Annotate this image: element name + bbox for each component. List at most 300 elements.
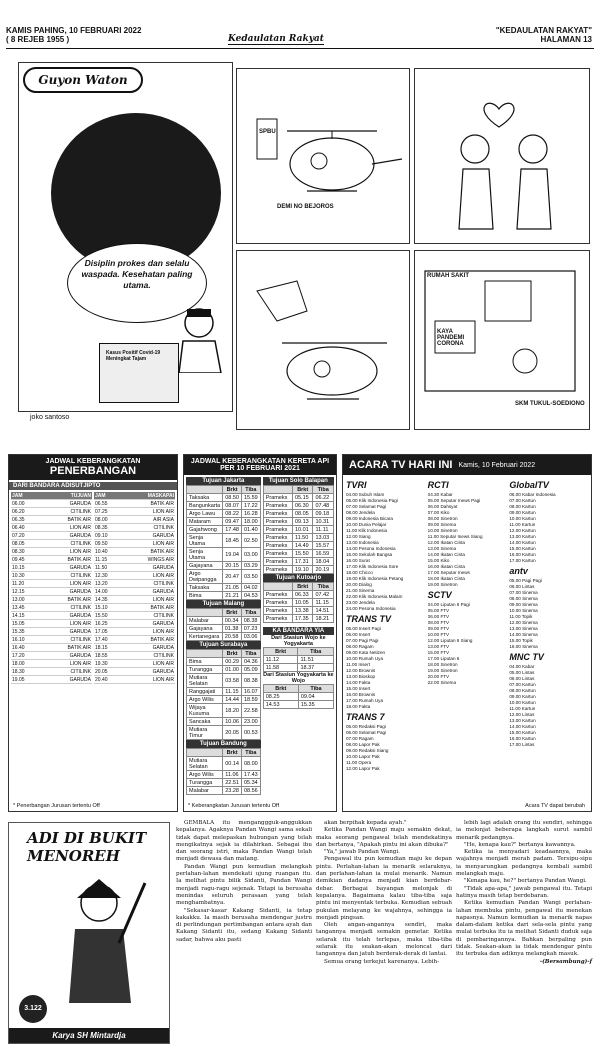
train-row: [187, 688, 261, 696]
flight-time: 08.35: [95, 524, 108, 531]
program-item: 10.00 Sinetron: [427, 528, 458, 533]
flight-schedule: [8, 454, 178, 812]
train-col-header: Brkt: [223, 650, 242, 658]
flight-time: 11.15: [95, 556, 108, 563]
flight-row: [94, 572, 175, 580]
program-item: 08.00 Ragam: [346, 644, 374, 649]
tv-column: [509, 478, 588, 772]
program-item: 18.00 Ikatan Cinta: [427, 576, 465, 581]
flight-row: [94, 668, 175, 676]
train-cell: 04.53: [241, 592, 260, 600]
train-table-jakarta: [186, 485, 261, 600]
train-cell: 11.15: [223, 688, 242, 696]
flight-row: [94, 652, 175, 660]
channel-logo: TRANS TV: [346, 614, 391, 624]
program-item: 19.00 Klik Indonesia Petang: [346, 576, 404, 581]
tv-schedule: [342, 454, 592, 812]
program-item: 12.00 Siang: [346, 534, 371, 539]
train-cell: 14.44: [223, 696, 242, 704]
flight-time: 07.20: [12, 532, 25, 539]
program-item: 12.00 Sinema: [509, 620, 538, 625]
train-header-row: [187, 749, 261, 757]
flight-airline: AIR ASIA: [153, 516, 174, 523]
program-item: 09.00 Kartun: [509, 694, 536, 699]
program-item: 20.00 Dialog: [346, 582, 372, 587]
flight-row: [11, 492, 92, 500]
story-paragraph: lebih lagi adalah orang itu sendiri, sehingga ia melonjat beberapa langkah surut sambil menarik pedangnya.: [456, 820, 592, 841]
train-cell: Ranggajati: [187, 688, 223, 696]
train-cell: 06.30: [292, 502, 313, 510]
train-col-header: Brkt: [263, 685, 298, 693]
program-item: 11.00 Kartun: [509, 706, 536, 711]
program-item: 17.00 Rumah Uya: [346, 698, 384, 703]
flight-airline: LION AIR: [152, 628, 174, 635]
train-cell: 18.21: [313, 615, 334, 623]
flight-row: [11, 556, 92, 564]
flight-airline: GARUDA: [69, 588, 91, 595]
train-cell: Gajahwong: [187, 526, 223, 534]
flight-time: 10.30: [12, 572, 25, 579]
flight-time: JAM: [95, 492, 106, 499]
story-paragraph: Pandan Wangi pun kemudian melangkah perlahan-lahan mendekati ujung ruangan itu. Ia melihat pintu bilik Sidanti, Pandan Wangi menjadi ragu-ragu sejenak. Tetapi ia berusaha menindas seluruh perasaan yang telah menghambatnya.: [176, 863, 312, 907]
flight-row: [94, 532, 175, 540]
flight-time: 17.40: [95, 636, 108, 643]
train-row: [187, 779, 261, 787]
train-cell: 09.13: [292, 518, 313, 526]
flight-row: [11, 564, 92, 572]
train-cell: Senja Utama: [187, 534, 223, 548]
train-cell: 20.47: [223, 570, 242, 584]
train-title-bandung: Tujuan Bandung: [186, 740, 261, 748]
train-cell: 17.35: [292, 615, 313, 623]
program-item: 11.00 Opera: [346, 760, 372, 765]
train-heading-small: JADWAL KEBERANGKATAN KERETA API: [190, 458, 330, 465]
flight-airline: LION AIR: [152, 508, 174, 515]
flight-time: 17.05: [95, 628, 108, 635]
train-cell: Malabar: [187, 787, 223, 795]
program-item: 07.00 Pagi Pagi: [346, 638, 379, 643]
program-item: 05.00 FTV: [427, 608, 450, 613]
flight-airline: LION AIR: [69, 620, 91, 627]
train-table-kutoarjo: [263, 582, 334, 623]
train-row: [263, 599, 333, 607]
train-cell: 19.10: [292, 566, 313, 574]
masthead: Kedaulatan Rakyat: [228, 34, 324, 44]
train-row: [263, 558, 333, 566]
flight-time: 19.30: [95, 660, 108, 667]
story-paragraph: Oleh angan-angannya sendiri, maka tangannya menjadi semakin gemetar. Ketika selarak itu telah terlepas, maka tiba-tiba selarak itu seakan-akan meloncat dari tangannya dan jatuh berderak-derak di lantai.: [316, 922, 452, 958]
program-item: 16.00 Surat: [346, 558, 370, 563]
train-cell: Mataram: [187, 518, 223, 526]
ka-sub1: Dari Stasiun Wojo ke Yogyakarta: [271, 635, 326, 647]
train-cell: 11.11: [313, 526, 334, 534]
train-cell: Kertanegara: [187, 633, 223, 641]
page-info: [496, 26, 592, 44]
train-heading: [184, 455, 336, 475]
tv-note: Acara TV dapat berubah: [525, 803, 585, 809]
flight-airline: CITILINK: [70, 540, 91, 547]
program-item: 07.00 Kartun: [509, 682, 536, 687]
train-row: [263, 615, 333, 623]
channel-logo: TVRI: [346, 480, 367, 490]
program-item: 05.00 Klik Indonesia Pagi: [346, 498, 398, 503]
train-table-malang: [186, 608, 261, 641]
train-title-solo: Tujuan Solo Balapan: [263, 477, 334, 485]
serial-illustration: [8, 822, 170, 1044]
train-cell: Prameks: [263, 518, 292, 526]
flight-time: 15.50: [95, 612, 108, 619]
story-paragraph: Semua orang terkejut karenanya. Lebih-: [324, 958, 439, 965]
comic-panel-heart: [414, 68, 590, 244]
train-row: [263, 518, 333, 526]
train-cell: 11.51: [298, 656, 334, 664]
flight-time: 14.35: [95, 596, 108, 603]
program-item: 07.00 Kiko: [427, 510, 450, 515]
program-item: 10.00 Lapor Pak: [346, 754, 380, 759]
flight-airline: WINGS AIR: [147, 556, 174, 563]
program-item: 14.00 Kartun: [509, 540, 536, 545]
train-cell: Prameks: [263, 558, 292, 566]
program-item: 04.30 Kabar: [427, 492, 453, 497]
train-col-left: [186, 477, 261, 795]
train-cell: 16.07: [241, 688, 260, 696]
train-cell: 08.00: [241, 757, 260, 771]
train-row: [263, 591, 333, 599]
program-item: 05.00 Pagi Pagi: [509, 578, 542, 583]
program-item: 12.00 Ikatan Cinta: [427, 540, 465, 545]
train-cell: 17.43: [241, 771, 260, 779]
train-cell: 20.15: [223, 562, 242, 570]
flight-airline: BATIK AIR: [67, 556, 91, 563]
serial-title: ADI DI BUKIT MENOREH: [27, 829, 147, 865]
flight-airline: CITILINK: [153, 580, 174, 587]
program-item: 14.00 Fakta: [346, 680, 371, 685]
flight-row: [11, 628, 92, 636]
flight-time: 14.15: [12, 612, 25, 619]
train-row: [187, 526, 261, 534]
train-cell: 19.04: [223, 548, 242, 562]
train-cell: 20.05: [223, 726, 242, 740]
flight-column-left: [11, 492, 92, 684]
train-cell: 03.58: [223, 674, 242, 688]
train-cell: Malabar: [187, 617, 223, 625]
flight-airline: GARUDA: [69, 500, 91, 507]
train-cell: 10.06: [223, 718, 242, 726]
program-item: 15.00 Kartun: [509, 730, 536, 735]
train-cell: 22.51: [223, 779, 242, 787]
flight-airline: LION AIR: [69, 660, 91, 667]
flight-row: [94, 524, 175, 532]
story-paragraph: "Sekasar-kasar Kakang Sidanti, ia tetap kakakku. Ia masih berusaha mendengar justru di perlindungan pertimbangan antara ayah dan Kakang Sidanti itu, sedang Kakang Sidanti sadar, bahwa aku pasti: [176, 907, 312, 943]
program-item: 08.00 FTV: [427, 620, 450, 625]
train-row: [187, 666, 261, 674]
train-cell: 00.34: [222, 617, 241, 625]
flight-row: [94, 516, 175, 524]
train-header-row: [187, 486, 261, 494]
train-cell: 04.02: [241, 584, 260, 592]
train-row: [187, 633, 261, 641]
program-item: 12.00 Kartun: [509, 528, 536, 533]
train-col-header: Brkt: [223, 749, 242, 757]
flight-airline: GARUDA: [69, 676, 91, 683]
train-row: [187, 757, 261, 771]
flight-time: 15.35: [12, 628, 25, 635]
train-col-header: Tiba: [241, 609, 260, 617]
train-cell: 18.45: [223, 534, 242, 548]
train-cell: 11.06: [223, 771, 242, 779]
flight-airline: TUJUAN: [70, 492, 91, 499]
flight-airline: CITILINK: [70, 668, 91, 675]
flight-airline: LION AIR: [152, 540, 174, 547]
train-cell: 17.48: [223, 526, 242, 534]
comic-credit: joko santoso: [30, 414, 70, 421]
program-item: 10.00 Dunia Pelajar: [346, 522, 387, 527]
train-row: [187, 502, 261, 510]
flight-airline: MASKAPAI: [147, 492, 174, 499]
program-item: 07.00 Kartun: [509, 498, 536, 503]
train-cell: 18.37: [298, 664, 334, 672]
train-cell: 18.20: [223, 704, 242, 718]
program-item: 06.00 Kabar Indonesia: [509, 492, 556, 497]
flight-time: 18.55: [95, 652, 108, 659]
train-cell: 09.04: [298, 693, 333, 701]
train-row: [263, 510, 333, 518]
train-row: [263, 656, 333, 664]
train-cell: 10.05: [292, 599, 313, 607]
train-cell: Prameks: [263, 615, 292, 623]
train-col-header: [187, 650, 223, 658]
train-col-header: Tiba: [241, 650, 260, 658]
flight-airline: GARUDA: [152, 532, 174, 539]
flight-airline: GARUDA: [152, 644, 174, 651]
program-item: 15.00 Kiko: [427, 558, 450, 563]
flight-time: 13.45: [12, 604, 25, 611]
program-item: 22.00 Sinema: [427, 680, 457, 685]
flight-airline: CITILINK: [70, 604, 91, 611]
program-item: 08.00 Kartun: [509, 504, 536, 509]
program-item: 11.00 Kartun: [509, 522, 536, 527]
comic-panel-helicopter-2: [236, 250, 410, 430]
program-item: 05.00 Insert Pagi: [346, 626, 381, 631]
train-cell: Turangga: [187, 666, 223, 674]
train-cell: 11.12: [263, 656, 298, 664]
flight-airline: GARUDA: [69, 564, 91, 571]
sketch-label-kaya: KAYA PANDEMI CORONA: [437, 329, 465, 347]
speech-bubble: Disiplin prokes dan selalu waspada. Kesehatan paling utama.: [67, 243, 207, 323]
flight-time: 14.00: [95, 588, 108, 595]
program-item: 10.00 Kartun: [509, 516, 536, 521]
story-paragraph: "Kenapa kau, he?" bertanya Pandan Wangi.: [464, 878, 587, 885]
train-cell: 13.03: [313, 534, 334, 542]
train-cell: Prameks: [263, 607, 292, 615]
flight-time: 20.40: [95, 676, 108, 683]
train-cell: Prameks: [263, 591, 292, 599]
channel-logo: GlobalTV: [509, 480, 549, 490]
program-item: 18.00 Sinetron: [427, 662, 458, 667]
train-cell: 03.06: [241, 633, 260, 641]
flight-airline: CITILINK: [70, 508, 91, 515]
story-paragraph: "He, kenapa kau?" bertanya kawannya.: [464, 841, 576, 848]
header-rule: [6, 48, 594, 49]
program-item: 04.00 Kabar: [509, 664, 535, 669]
train-cell: 01.00: [223, 666, 242, 674]
story-paragraph: "Tidak apa-apa," jawab pengawal itu. Tetapi hatinya masih tetap berdebaran.: [456, 885, 592, 899]
train-cell: Prameks: [263, 550, 292, 558]
program-item: 14.00 Sinema: [509, 632, 538, 637]
program-item: 22.00 Klik Indonesia Malam: [346, 594, 403, 599]
train-col-header: Tiba: [241, 749, 260, 757]
flight-time: 11.20: [12, 580, 25, 587]
program-item: 09.00 Indonesia Bicara: [346, 516, 393, 521]
flight-airline: BATIK AIR: [67, 644, 91, 651]
train-table-solo: [263, 485, 334, 574]
tv-heading-title: ACARA TV HARI INI: [349, 459, 453, 471]
train-row: [187, 787, 261, 795]
train-cell: 03.50: [241, 570, 260, 584]
program-item: 11.00 Seputar Inews Siang: [427, 534, 483, 539]
flight-time: 16.10: [12, 636, 25, 643]
flight-time: JAM: [12, 492, 23, 499]
train-cell: Argo Wilis: [187, 696, 223, 704]
program-item: 10.00 Rumah Uya: [346, 656, 384, 661]
flight-airline: GARUDA: [69, 532, 91, 539]
train-col-header: Tiba: [298, 685, 333, 693]
train-cell: 05.09: [241, 666, 260, 674]
train-cell: 03.00: [241, 548, 260, 562]
train-cell: 17.22: [241, 502, 260, 510]
flight-airline: BATIK AIR: [150, 500, 174, 507]
program-item: 17.00 Liputan 6: [427, 656, 460, 661]
comic-panel-hospital: [414, 250, 590, 430]
train-cell: Prameks: [263, 542, 292, 550]
program-item: 10.00 Sinema: [509, 608, 538, 613]
train-cell: 15.59: [241, 494, 260, 502]
flight-airline: BATIK AIR: [67, 516, 91, 523]
flight-row: [11, 652, 92, 660]
flight-time: 06.00: [12, 500, 25, 507]
flight-airline: LION AIR: [152, 596, 174, 603]
flight-heading-big: PENERBANGAN: [49, 465, 137, 477]
flight-time: 06.20: [12, 508, 25, 515]
program-item: 06.00 Lintas: [509, 676, 535, 681]
paper-name: "KEDAULATAN RAKYAT": [495, 26, 592, 35]
program-item: 09.00 Redaksi Siang: [346, 748, 389, 753]
train-cell: 15.50: [292, 550, 313, 558]
flight-airline: GARUDA: [152, 588, 174, 595]
program-item: 11.00 Klik Indonesia: [346, 528, 388, 533]
ka-table-1: [263, 647, 334, 672]
episode-number: 3.122: [19, 995, 47, 1023]
train-row: [263, 534, 333, 542]
sketch-label-skm: SKM TUKUL-SOEDIONO: [515, 401, 585, 407]
program-item: 18.00 Chicco: [346, 570, 373, 575]
program-item: 09.00 Kata Netizen: [346, 650, 386, 655]
helicopter-sketch: [237, 69, 410, 244]
tv-heading: [343, 455, 591, 475]
flight-row: [11, 508, 92, 516]
flight-row: [94, 604, 175, 612]
train-cell: 03.29: [241, 562, 260, 570]
train-cell: 14.49: [292, 542, 313, 550]
train-cell: 02.50: [241, 534, 260, 548]
flight-sub-adisutjipto: DARI BANDARA ADISUTJIPTO: [9, 482, 177, 490]
channel-logo: MNC TV: [509, 652, 544, 662]
train-cell: Prameks: [263, 534, 292, 542]
program-item: 12.00 Liputan 6 Siang: [427, 638, 473, 643]
flight-row: [94, 580, 175, 588]
train-title-malang: Tujuan Malang: [186, 600, 261, 608]
train-row: [187, 562, 261, 570]
train-cell: 04.36: [241, 658, 260, 666]
program-item: 15.00 Kartun: [509, 546, 536, 551]
channel-logo: antv: [509, 566, 528, 576]
flight-time: 18.00: [12, 660, 25, 667]
serial-author: Karya SH Mintardja: [9, 1028, 169, 1043]
train-cell: 05.34: [241, 779, 260, 787]
train-row: [263, 701, 333, 709]
flight-airline: CITILINK: [153, 652, 174, 659]
flight-row: [11, 500, 92, 508]
flight-time: 08.00: [95, 516, 108, 523]
train-row: [187, 704, 261, 718]
newspaper-illustration: Kasus Positif Covid-19 Meningkat Tajam: [99, 343, 179, 403]
train-col-header: Tiba: [298, 648, 334, 656]
program-item: 15.00 Insert: [346, 686, 371, 691]
train-row: [263, 494, 333, 502]
flight-airline: LION AIR: [152, 660, 174, 667]
train-cell: 01.40: [241, 526, 260, 534]
train-cell: Argo Dwipangga: [187, 570, 223, 584]
train-cell: 11.50: [292, 534, 313, 542]
sketch-label-demi: DEMI NO BEJOROS: [277, 204, 334, 210]
train-row: [187, 617, 261, 625]
program-item: 05.00 Lintas: [509, 670, 535, 675]
train-cell: 18.04: [313, 558, 334, 566]
train-cell: Bima: [187, 658, 223, 666]
program-item: 04.00 Liputan 6 Pagi: [427, 602, 470, 607]
train-cell: 05.15: [292, 494, 313, 502]
train-row: [187, 534, 261, 548]
train-table-bandung: [186, 748, 261, 795]
flight-airline: CITILINK: [70, 572, 91, 579]
train-cell: Prameks: [263, 526, 292, 534]
train-cell: Turangga: [187, 779, 223, 787]
tv-columns: [343, 475, 591, 775]
flight-airline: GARUDA: [69, 652, 91, 659]
program-item: 16.00 Brownis: [346, 692, 376, 697]
train-row: [187, 771, 261, 779]
train-cell: 15.35: [298, 701, 333, 709]
train-cell: Prameks: [263, 502, 292, 510]
train-cell: 17.31: [292, 558, 313, 566]
train-row: [187, 658, 261, 666]
program-item: 06.00 Insert: [346, 632, 371, 637]
train-cell: Gajayana: [187, 625, 223, 633]
flight-time: 06.55: [95, 500, 108, 507]
flight-airline: LION AIR: [69, 548, 91, 555]
train-col-header: [187, 749, 223, 757]
train-cell: 21.05: [223, 584, 242, 592]
story-column-3: [456, 820, 592, 966]
channel-logo: RCTI: [427, 480, 449, 490]
train-cell: 14.51: [313, 607, 334, 615]
story-paragraph: Pengawal itu pun kemudian maju ke depan pintu. Perlahan-lahan ia menarik selaraknya, dan perlahan-lahan ia mulai menarik. Namun demikian dadanya menjadi kian berdebar-debar. Berbagai bayangan melonjak di kepalanya. Bagaimana kalau tiba-tiba saja pintu ini menyentak terbuka. Kemudian sebuah pukulan melayang ke wajahnya, sehingga ia menjadi pingsan.: [316, 856, 452, 921]
flight-row: [11, 516, 92, 524]
program-item: 08.00 Kartun: [509, 688, 536, 693]
program-item: 16.00 Kartun: [509, 736, 536, 741]
flight-airline: GARUDA: [152, 668, 174, 675]
flight-row: [94, 660, 175, 668]
